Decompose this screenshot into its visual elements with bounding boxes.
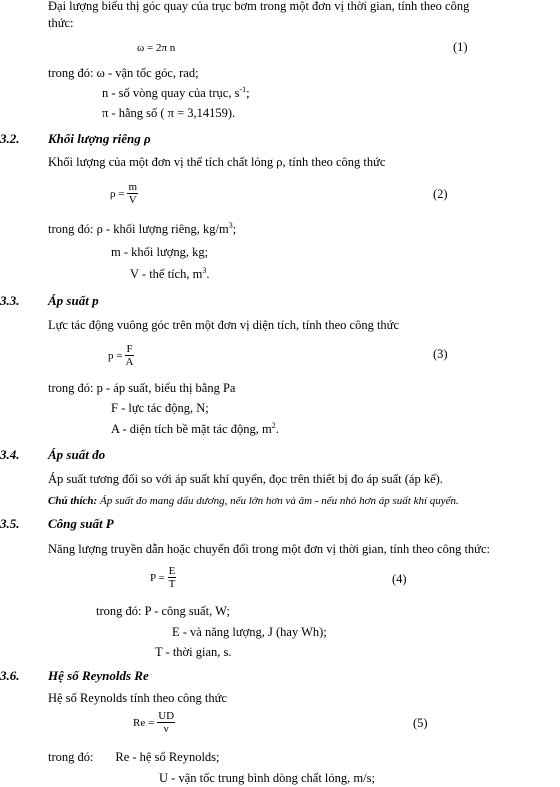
- equation-number: (3): [433, 347, 448, 361]
- section-number: 3.5.: [0, 516, 20, 531]
- formula: Re = $\frac{UD}{\nu}$: [133, 710, 175, 735]
- section-number: 3.3.: [0, 293, 20, 308]
- definition-line: E - và năng lượng, J (hay Wh);: [172, 625, 327, 639]
- section-title: Áp suất p: [48, 293, 99, 308]
- definition-line: trong đó: p - áp suất, biểu thị bằng Pa: [48, 381, 236, 395]
- section-number: 3.2.: [0, 131, 20, 146]
- definition-line: trong đó: Re - hệ số Reynolds;: [48, 750, 220, 764]
- formula: ω = 2π n: [137, 42, 176, 54]
- definition-line: trong đó: P - công suất, W;: [96, 604, 230, 618]
- paragraph-text: Năng lượng truyền dẫn hoặc chuyển đổi trong một đơn vị thời gian, tính theo công thức:: [48, 542, 490, 556]
- paragraph-text: Áp suất tương đối so với áp suất khí quyển, đọc trên thiết bị đo áp suất (áp kế).: [48, 472, 443, 486]
- equation-number: (5): [413, 716, 428, 730]
- definition-line: π - hằng số ( π = 3,14159).: [102, 106, 236, 120]
- formula: P = $\frac{E}{T}$: [150, 565, 176, 590]
- section-number: 3.6.: [0, 668, 20, 683]
- section-title: Khối lượng riêng ρ: [48, 131, 151, 146]
- equation-number: (4): [392, 572, 407, 586]
- paragraph-text: Khối lượng của một đơn vị thể tích chất lỏng ρ, tính theo công thức: [48, 155, 386, 169]
- paragraph-text: Đại lượng biểu thị góc quay của trục bơm trong một đơn vị thời gian, tính theo công: [48, 0, 470, 13]
- section-title: Công suất P: [48, 516, 114, 531]
- note: Chú thích: Áp suất đo mang dấu dương, nếu lớn hơn và âm - nếu nhỏ hơn áp suất khí quyển.: [48, 495, 459, 507]
- equation-number: (1): [453, 40, 468, 54]
- section-title: Hệ số Reynolds Re: [48, 668, 149, 683]
- section-number: 3.4.: [0, 447, 20, 462]
- formula: ρ = $\frac{m}{V}$: [110, 181, 138, 206]
- definition-line: trong đó: ω - vận tốc góc, rad;: [48, 66, 199, 80]
- section-title: Áp suất đo: [48, 447, 106, 462]
- definition-line: m - khối lượng, kg;: [111, 245, 209, 259]
- definition-line: trong đó: ρ - khối lượng riêng, $kg/m^3$;: [48, 220, 237, 236]
- definition-line: V - thể tích, $m^3$.: [130, 265, 210, 281]
- definition-line: F - lực tác động, N;: [111, 401, 209, 415]
- definition-line: A - diện tích bề mặt tác động, $m^2$.: [111, 420, 279, 436]
- equation-number: (2): [433, 187, 448, 201]
- definition-line: U - vận tốc trung bình dòng chất lỏng, m/s;: [159, 771, 375, 785]
- definition-line: n - số vòng quay của trục, $s^{-1}$;: [102, 84, 250, 100]
- paragraph-text: thức:: [48, 16, 74, 30]
- formula: p = $\frac{F}{A}$: [108, 343, 134, 368]
- paragraph-text: Lực tác động vuông góc trên một đơn vị diện tích, tính theo công thức: [48, 318, 399, 332]
- paragraph-text: Hệ số Reynolds tính theo công thức: [48, 691, 227, 705]
- definition-line: T - thời gian, s.: [155, 645, 232, 659]
